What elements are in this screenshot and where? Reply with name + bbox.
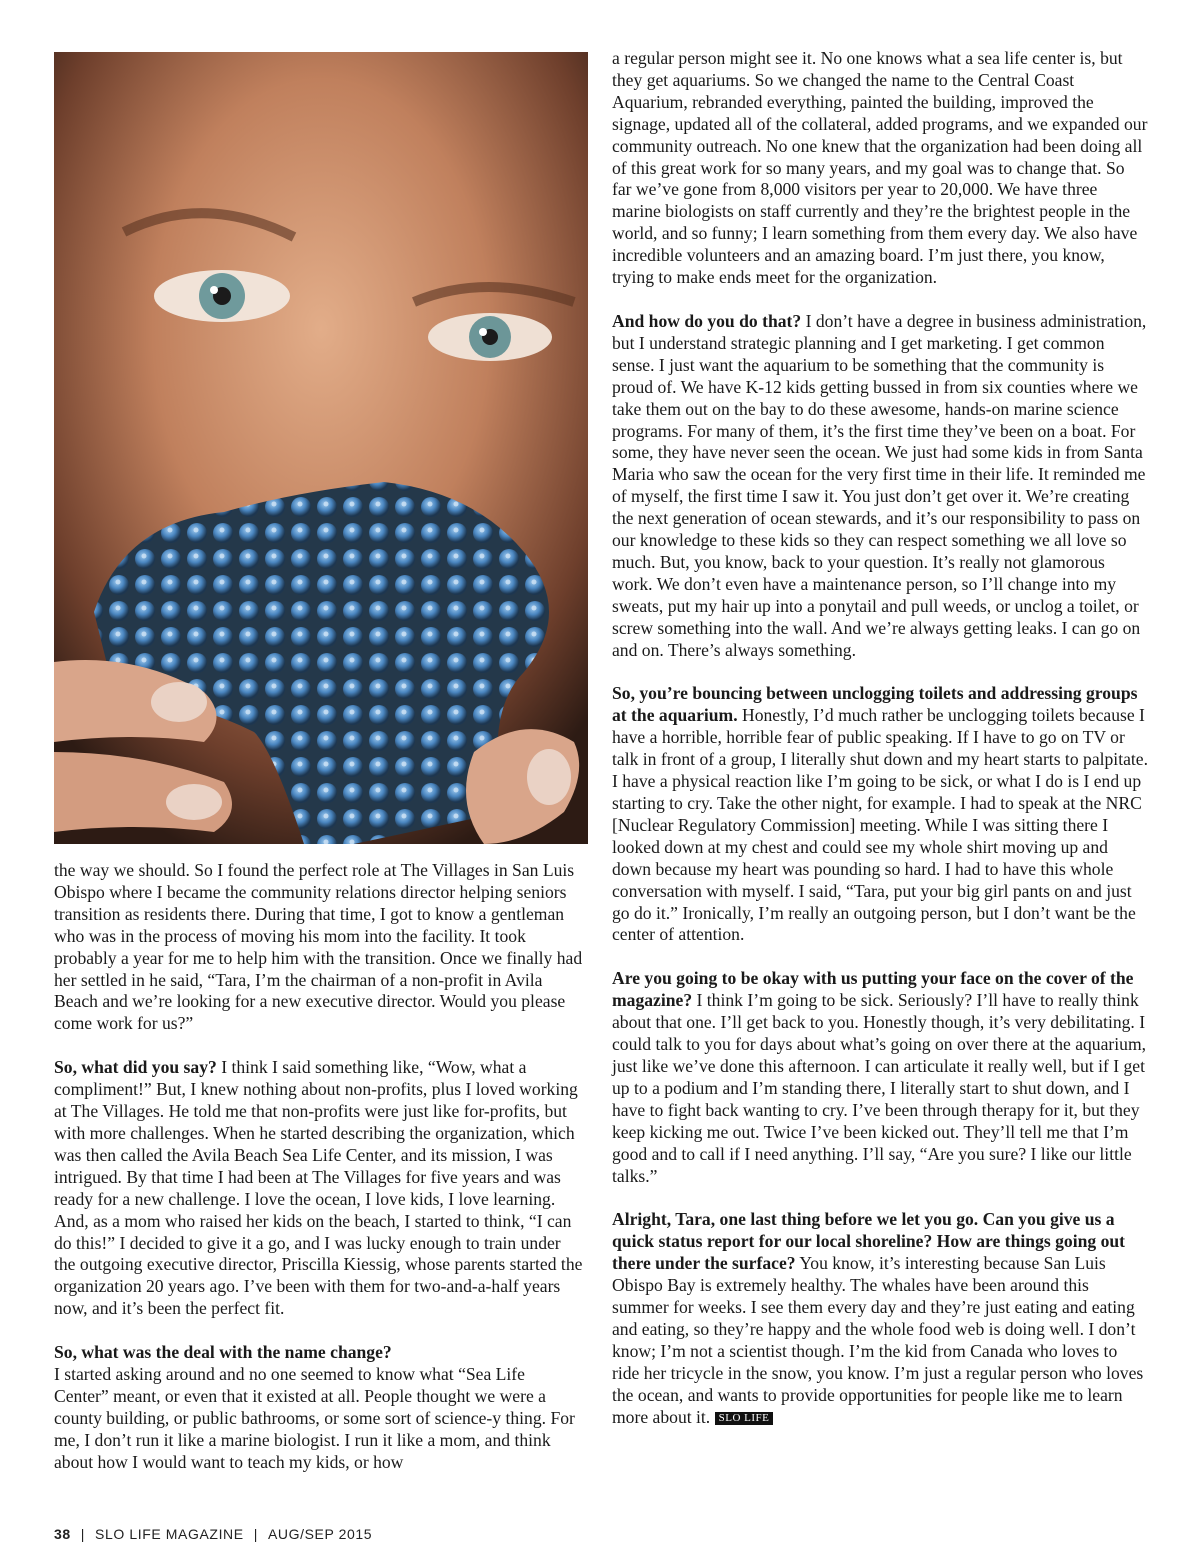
- interview-question: Alright, Tara, one last thing before we let you go. Can you give us a quick status report for our local shoreline? How are things going out there under the surface?: [612, 1209, 1126, 1274]
- publication-name: SLO LIFE MAGAZINE: [95, 1526, 244, 1542]
- interview-answer: I started asking around and no one seemed to know what “Sea Life Center” meant, or even that it existed at all. People thought we were a county building, or public bathrooms, or some sort of science-y thing. For me, I don’t run it like a marine biologist. I run it like a mom, and think about how I would want to teach my kids, or how: [54, 1364, 575, 1472]
- paragraph: the way we should. So I found the perfect role at The Villages in San Luis Obispo where I became the community relations director helping seniors transition as residents there. During that time, I got to know a gentleman who was in the process of moving his mom into the facility. It took probably a year for me to help him with the transition. Once we finally had her settled in he said, “Tara, I’m the chairman of a non-profit in Avila Beach and we’re looking for a new executive director. Would you please come work for us?”: [54, 860, 583, 1034]
- paragraph: a regular person might see it. No one knows what a sea life center is, but they get aquariums. So we changed the name to the Central Coast Aquarium, rebranded everything, painted the building, improved the signage, updated all of the collateral, added programs, and we expanded our community outreach. No one knew that the organization had been doing all of this great work for so many years, and my goal was to change that. So far we’ve gone from 8,000 visitors per year to 20,000. We have three marine biologists on staff currently and they’re the brightest people in the world, and so funny; I learn something from them every day. We also have incredible volunteers and an amazing board. I’m just there, you know, trying to make ends meet for the organization.: [612, 48, 1148, 288]
- page-footer: [54, 1526, 372, 1542]
- separator: |: [80, 1526, 86, 1542]
- interview-answer: I don’t have a degree in business administration, but I understand strategic planning and I get marketing. I get common sense. I just want the aquarium to be something that the community is proud of. We have K-12 kids getting bussed in from six counties where we take them out on the bay to do these awesome, hands-on marine science programs. For many of them, it’s the first time they’ve been on a boat. For some, they have never seen the ocean. We just had some kids in from Santa Maria who saw the ocean for the very first time in their life. It reminded me of myself, the first time I saw it. You just don’t get over it. We’re creating the next generation of ocean stewards, and it’s our responsibility to pass on our knowledge to these kids so they can respect something we all love so much. But, you know, back to your question. It’s really not glamorous work. We don’t even have a maintenance person, so I’ll change into my sweats, put my hair up into a ponytail and pull weeds, or unclog a toilet, or screw something into the wall. And we’re always getting leaks. I can go on and on. There’s always something.: [612, 310, 1147, 660]
- page-number: 38: [54, 1526, 71, 1542]
- interview-answer: Honestly, I’d much rather be unclogging toilets because I have a horrible, horrible fear of public speaking. If I have to go on TV or talk in front of a group, I literally shut down and my heart starts to palpitate. I have a physical reaction like I’m going to be sick, or what I do is I end up starting to cry. Take the other night, for example. I had to speak at the NRC [Nuclear Regulatory Commission] meeting. While I was sitting there I looked down at my chest and could see my whole shirt moving up and down because my heart was pounding so hard. I had to have this whole conversation with myself. I said, “Tara, put your big girl pants on and just go do it.” Ironically, I’m really an outgoing person, but I don’t want be the center of attention.: [612, 705, 1148, 945]
- interview-question: So, what did you say?: [54, 1057, 217, 1078]
- interview-question: Are you going to be okay with us putting your face on the cover of the magazine?: [612, 968, 1134, 1011]
- paragraph: [612, 1209, 1148, 1428]
- paragraph: [612, 683, 1148, 946]
- paragraph: [54, 1057, 584, 1320]
- interview-question: So, you’re bouncing between unclogging toilets and addressing groups at the aquarium.: [612, 683, 1138, 726]
- issue-date: AUG/SEP 2015: [267, 1526, 373, 1542]
- interview-question: And how do you do that?: [612, 310, 802, 331]
- left-column: [54, 860, 584, 1496]
- paragraph: [612, 311, 1148, 662]
- end-badge: SLO LIFE: [715, 1412, 774, 1425]
- separator: |: [253, 1526, 258, 1542]
- paragraph: [612, 968, 1148, 1187]
- right-column: [612, 48, 1148, 1450]
- photo-illustration: [54, 52, 588, 844]
- interview-question: So, what was the deal with the name change?: [54, 1342, 392, 1363]
- interview-answer: I think I said something like, “Wow, what a compliment!” But, I knew nothing about non-profits, plus I loved working at The Villages. He told me that non-profits were just like for-profits, but with more challenges. When he started describing the organization, which was then called the Avila Beach Sea Life Center, and its mission, I was intrigued. By that time I had been at The Villages for five years and was ready for a new challenge. I love the ocean, I love kids, I love learning. And, as a mom who raised her kids on the beach, I started to think, “I can do this!” I decided to give it a go, and I was lucky enough to train under the outgoing executive director, Priscilla Kiessig, whose parents started the organization 20 years ago. I’ve been with them for two-and-a-half years now, and it’s been the perfect fit.: [54, 1057, 583, 1319]
- interview-answer: I think I’m going to be sick. Seriously? I’ll have to really think about that one. I’ll get back to you. Honestly though, it’s very debilitating. I could talk to you for days about what’s going on over there at the aquarium, just like we’ve done this afternoon. I can articulate it really well, but if I get up to a podium and I’m standing there, I literally start to shut down, and I have to fight back wanting to cry. I’ve been through therapy for it, but they keep kicking me out. Twice I’ve been kicked out. They’ll tell me that I’m good and to call if I need anything. I’ll say, “Are you sure? I like our little talks.”: [612, 990, 1147, 1186]
- interview-answer: You know, it’s interesting because San Luis Obispo Bay is extremely healthy. The whales have been around this summer for weeks. I see them every day and they’re just eating and eating and eating, so they’re happy and the whole food web is doing well. I don’t know; I’m not a scientist though. I’m the kid from Canada who loves to ride her tricycle in the snow, you know. I’m just a regular person who loves the ocean, and wants to provide opportunities for people like me to learn more about it.: [612, 1253, 1144, 1427]
- article-photo: [54, 52, 588, 844]
